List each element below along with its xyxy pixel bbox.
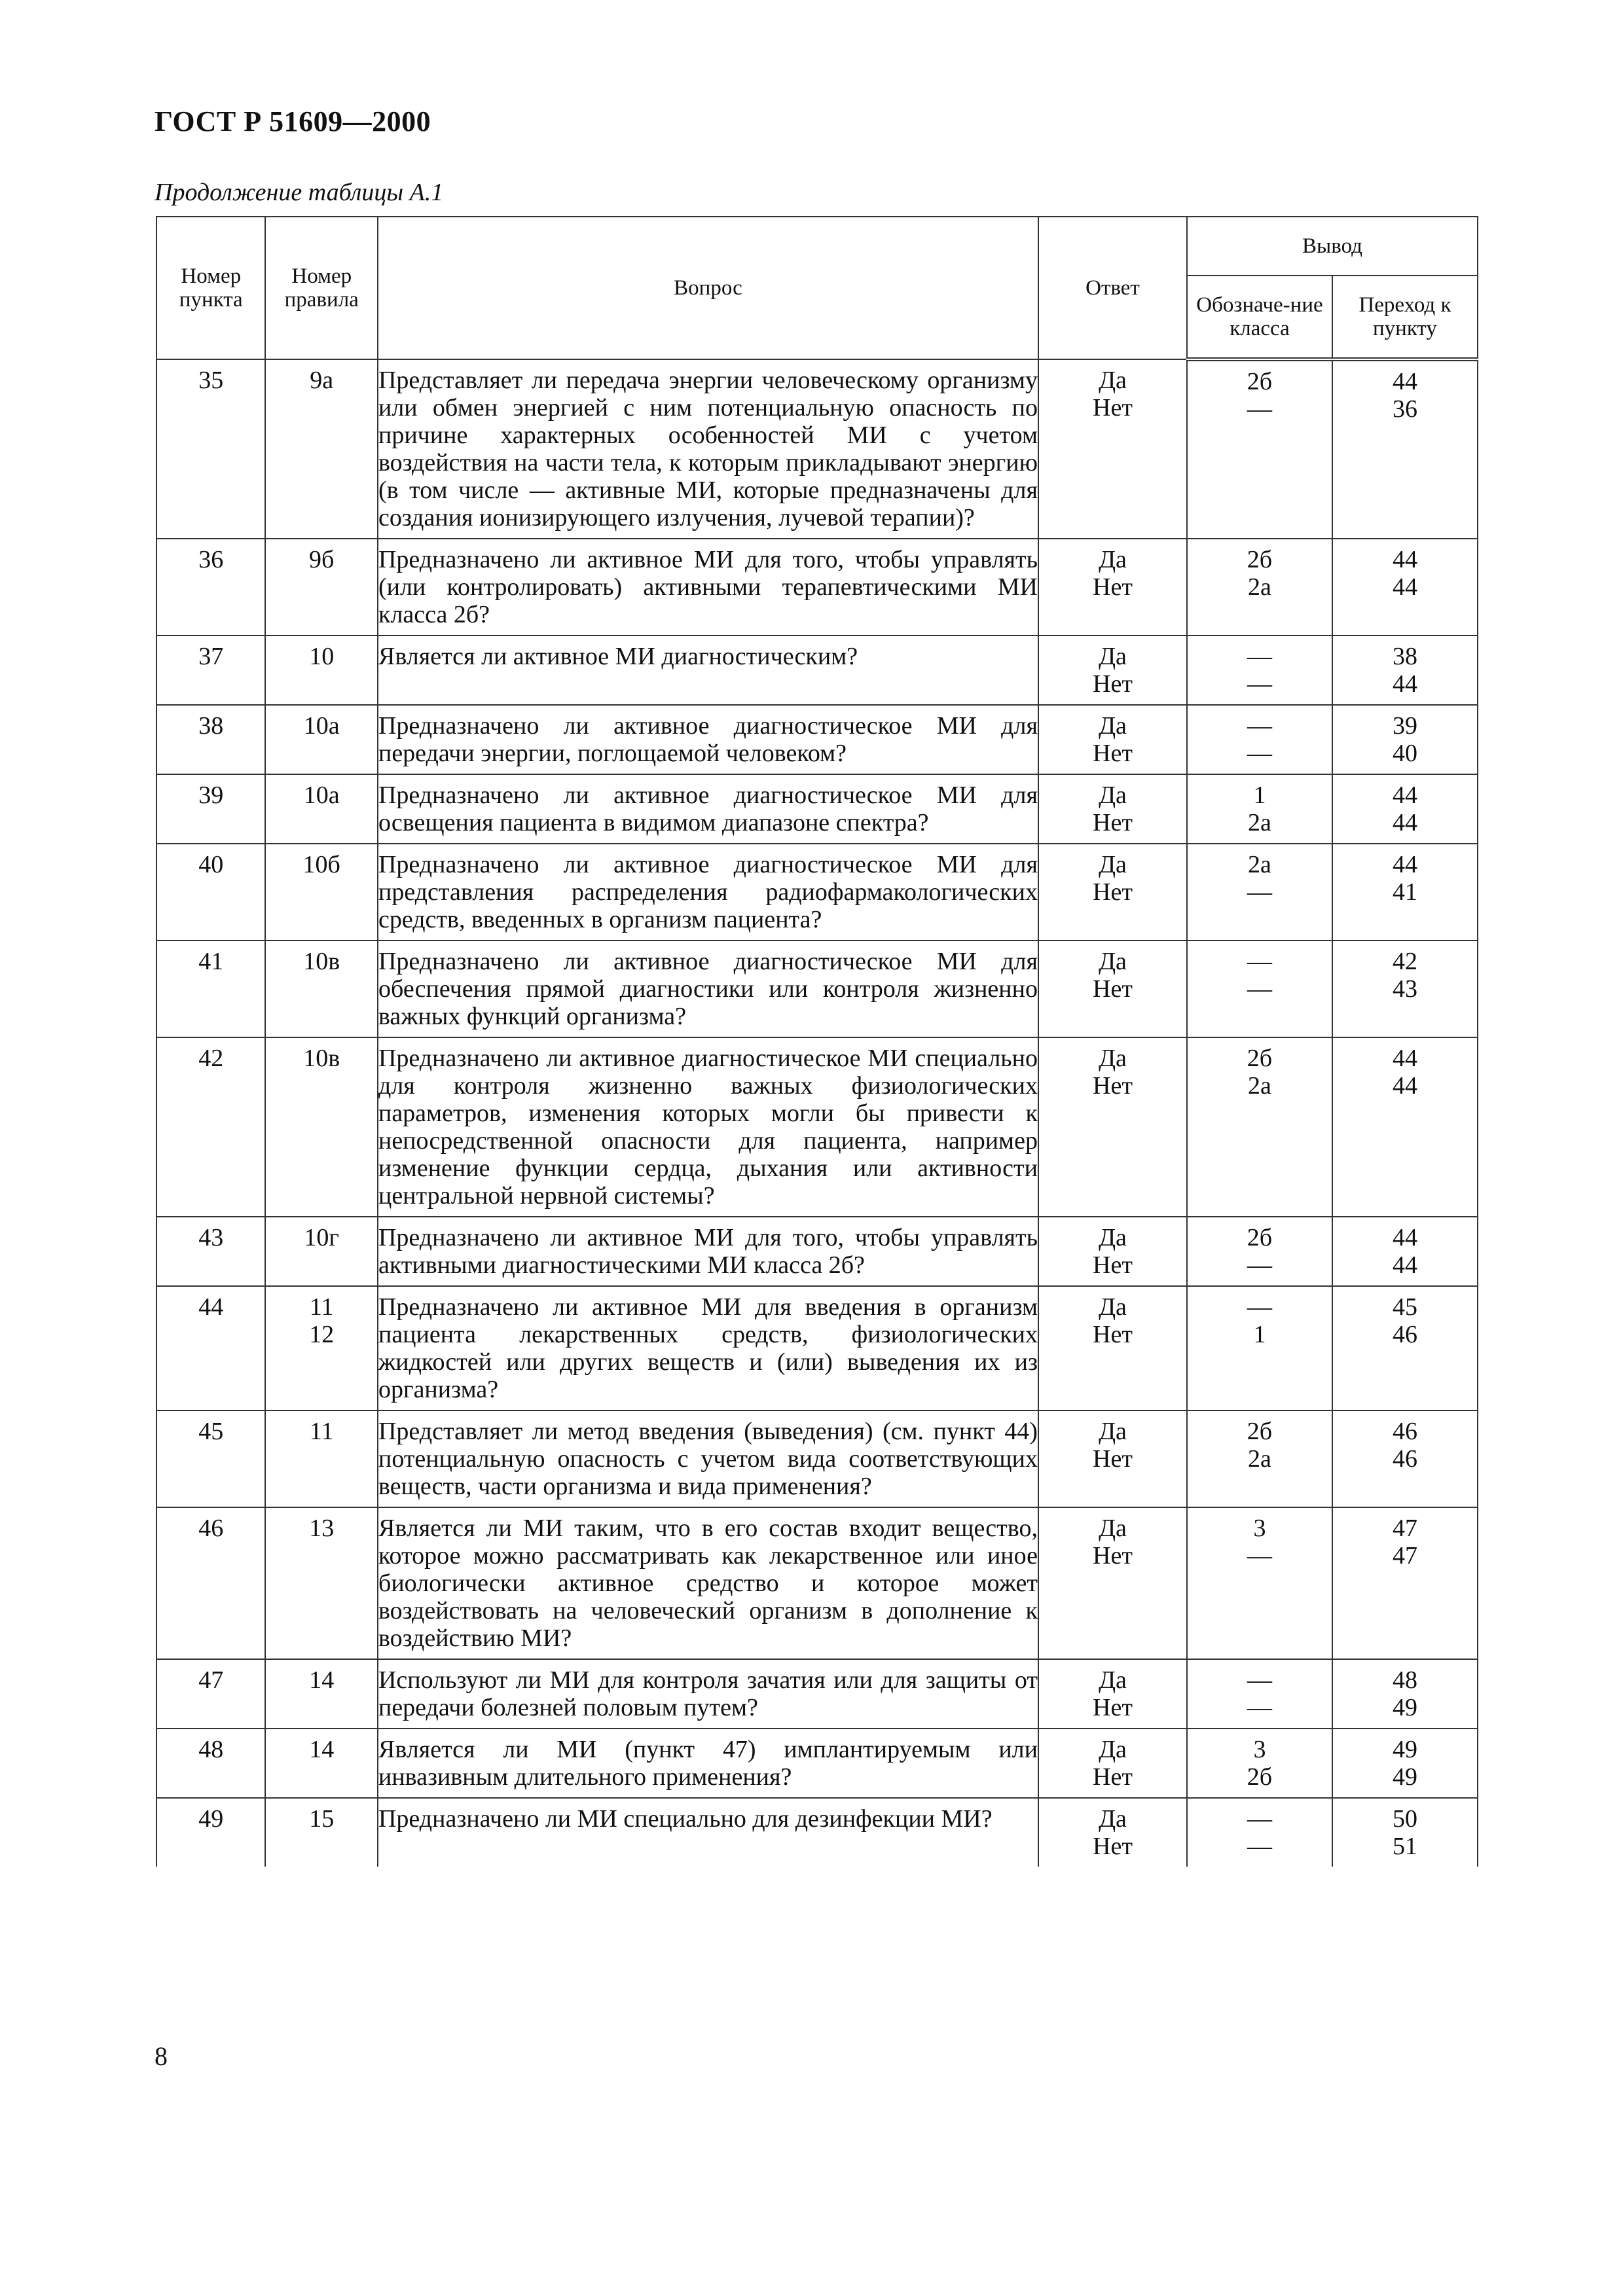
answer-option: Да (1099, 1736, 1127, 1763)
rule-number: 14 (309, 1736, 335, 1763)
answer-option: Нет (1093, 740, 1133, 767)
goto-cell (1332, 705, 1478, 774)
goto-cell (1332, 1037, 1478, 1217)
class-cell (1187, 774, 1332, 844)
goto-value: 43 (1392, 975, 1417, 1003)
class-value: 2б (1247, 1224, 1273, 1251)
table-row (156, 1729, 1478, 1798)
question-cell: Является ли МИ (пункт 47) имплантируемым или инвазивным длительного применения? (378, 1729, 1038, 1798)
class-cell (1187, 1286, 1332, 1410)
item-number-cell: 46 (156, 1507, 265, 1659)
answer-cell (1038, 774, 1187, 844)
answer-option: Нет (1093, 394, 1133, 422)
table-row (156, 636, 1478, 705)
question-cell: Предназначено ли активное диагностическое МИ для обеспечения прямой диагностики или контроля жизненно важных функций организма? (378, 941, 1038, 1037)
header-conclusion: Вывод (1187, 217, 1478, 276)
goto-value: 41 (1392, 878, 1417, 906)
goto-cell (1332, 1286, 1478, 1410)
answer-option: Нет (1093, 878, 1133, 906)
rule-number: 9б (309, 546, 335, 573)
goto-cell (1332, 1507, 1478, 1659)
class-value: — (1247, 740, 1272, 767)
class-value: 2б (1247, 368, 1273, 395)
goto-value: 45 (1392, 1293, 1417, 1321)
answer-option: Да (1099, 1666, 1127, 1694)
answer-cell (1038, 1659, 1187, 1729)
table-row (156, 1037, 1478, 1217)
class-value: 3 (1253, 1736, 1266, 1763)
rule-number: 14 (309, 1666, 335, 1694)
class-value: 2б (1247, 1763, 1273, 1791)
goto-value: 44 (1392, 851, 1417, 878)
goto-value: 36 (1392, 395, 1417, 423)
item-number-cell: 43 (156, 1217, 265, 1286)
table-body (156, 359, 1478, 1867)
class-value: — (1247, 948, 1272, 975)
class-value: 2а (1248, 1445, 1271, 1473)
answer-option: Нет (1093, 1833, 1133, 1860)
answer-option: Нет (1093, 809, 1133, 836)
question-cell: Предназначено ли активное МИ для того, чтобы управлять активными диагностическими МИ класса 2б? (378, 1217, 1038, 1286)
class-value: — (1247, 975, 1272, 1003)
rule-number: 11 (309, 1418, 334, 1445)
answer-cell (1038, 1286, 1187, 1410)
rule-number-cell (265, 1217, 378, 1286)
answer-option: Нет (1093, 1445, 1133, 1473)
class-cell (1187, 539, 1332, 636)
item-number-cell: 40 (156, 844, 265, 941)
class-value: — (1247, 643, 1272, 670)
class-value: — (1247, 1542, 1272, 1570)
answer-option: Нет (1093, 573, 1133, 601)
table-row (156, 1659, 1478, 1729)
goto-value: 49 (1392, 1763, 1417, 1791)
question-cell: Предназначено ли МИ специально для дезинфекции МИ? (378, 1798, 1038, 1867)
goto-value: 44 (1392, 573, 1417, 601)
goto-cell (1332, 1729, 1478, 1798)
answer-cell (1038, 1507, 1187, 1659)
rule-number: 10 (309, 643, 335, 670)
item-number-cell: 45 (156, 1410, 265, 1507)
rule-number-cell (265, 1729, 378, 1798)
goto-cell (1332, 1659, 1478, 1729)
table-row (156, 1286, 1478, 1410)
item-number-cell: 49 (156, 1798, 265, 1867)
table-caption: Продолжение таблицы А.1 (155, 179, 444, 206)
document-header: ГОСТ Р 51609—2000 (155, 105, 431, 137)
rule-number: 10а (303, 712, 340, 740)
answer-option: Да (1099, 367, 1127, 394)
question-cell: Предназначено ли активное диагностическое МИ для передачи энергии, поглощаемой человеком? (378, 705, 1038, 774)
header-item-number: Номер пункта (156, 217, 265, 359)
class-value: 2б (1247, 546, 1273, 573)
goto-value: 46 (1392, 1321, 1417, 1348)
answer-cell (1038, 1037, 1187, 1217)
classification-table (156, 216, 1478, 1867)
class-cell (1187, 1729, 1332, 1798)
class-value: — (1247, 1666, 1272, 1694)
answer-option: Нет (1093, 1072, 1133, 1100)
goto-cell (1332, 1410, 1478, 1507)
class-value: 3 (1253, 1515, 1266, 1542)
goto-value: 46 (1392, 1445, 1417, 1473)
rule-number-cell (265, 1798, 378, 1867)
answer-cell (1038, 844, 1187, 941)
answer-cell (1038, 359, 1187, 539)
answer-option: Нет (1093, 975, 1133, 1003)
goto-value: 44 (1392, 670, 1417, 698)
goto-value: 49 (1392, 1694, 1417, 1721)
class-cell (1187, 941, 1332, 1037)
class-value: — (1247, 712, 1272, 740)
goto-value: 44 (1392, 781, 1417, 809)
class-value: 2а (1248, 809, 1271, 836)
item-number-cell: 42 (156, 1037, 265, 1217)
answer-option: Да (1099, 712, 1127, 740)
class-value: 2а (1248, 851, 1271, 878)
rule-number-cell (265, 1286, 378, 1410)
goto-cell (1332, 941, 1478, 1037)
answer-option: Да (1099, 1045, 1127, 1072)
class-value: 1 (1253, 1321, 1266, 1348)
answer-option: Да (1099, 1515, 1127, 1542)
answer-option: Нет (1093, 670, 1133, 698)
goto-value: 44 (1392, 546, 1417, 573)
question-cell: Предназначено ли активное МИ для того, чтобы управлять (или контролировать) активными терапевтическими МИ класса 2б? (378, 539, 1038, 636)
rule-number-cell (265, 1659, 378, 1729)
question-cell: Предназначено ли активное диагностическое МИ для освещения пациента в видимом диапазоне спектра? (378, 774, 1038, 844)
rule-number-cell (265, 705, 378, 774)
answer-option: Да (1099, 1224, 1127, 1251)
class-cell (1187, 636, 1332, 705)
header-class-label: Обозначе-ние класса (1187, 276, 1332, 359)
answer-option: Да (1099, 546, 1127, 573)
table-row (156, 774, 1478, 844)
goto-value: 50 (1392, 1805, 1417, 1833)
item-number-cell: 48 (156, 1729, 265, 1798)
class-cell (1187, 1217, 1332, 1286)
rule-number-cell (265, 359, 378, 539)
header-answer: Ответ (1038, 217, 1187, 359)
header-goto-item: Переход к пункту (1332, 276, 1478, 359)
answer-option: Нет (1093, 1321, 1133, 1348)
goto-cell (1332, 774, 1478, 844)
class-value: 2а (1248, 1072, 1271, 1100)
rule-number: 9а (310, 367, 334, 394)
question-cell: Используют ли МИ для контроля зачатия или для защиты от передачи болезней половым путем? (378, 1659, 1038, 1729)
table-row (156, 1798, 1478, 1867)
class-cell (1187, 1410, 1332, 1507)
goto-value: 44 (1392, 1045, 1417, 1072)
table-row (156, 539, 1478, 636)
goto-value: 51 (1392, 1833, 1417, 1860)
class-cell (1187, 1037, 1332, 1217)
answer-option: Да (1099, 1293, 1127, 1321)
item-number-cell: 35 (156, 359, 265, 539)
item-number-cell: 36 (156, 539, 265, 636)
class-value: 2б (1247, 1045, 1273, 1072)
rule-number: 10в (303, 1045, 340, 1072)
table-row (156, 941, 1478, 1037)
rule-number-cell (265, 941, 378, 1037)
answer-cell (1038, 1798, 1187, 1867)
class-value: — (1247, 1293, 1272, 1321)
goto-value: 39 (1392, 712, 1417, 740)
class-cell (1187, 844, 1332, 941)
rule-number-cell (265, 636, 378, 705)
goto-value: 44 (1392, 368, 1417, 395)
table-row (156, 1507, 1478, 1659)
table-row (156, 1410, 1478, 1507)
table-row (156, 1217, 1478, 1286)
answer-option: Да (1099, 1418, 1127, 1445)
answer-option: Нет (1093, 1694, 1133, 1721)
answer-cell (1038, 941, 1187, 1037)
question-cell: Представляет ли метод введения (выведения) (см. пункт 44) потенциальную опасность с учетом вида соответствующих веществ, части организма и вида применения? (378, 1410, 1038, 1507)
class-value: 1 (1253, 781, 1266, 809)
question-cell: Предназначено ли активное диагностическое МИ специально для контроля жизненно важных физиологических параметров, изменения которых могли бы привести к непосредственной опасности для пациента, например изменение функции сердца, дыхания или активности центральной нервной системы? (378, 1037, 1038, 1217)
rule-number-cell (265, 774, 378, 844)
answer-cell (1038, 1217, 1187, 1286)
rule-number-cell (265, 1410, 378, 1507)
class-cell (1187, 1659, 1332, 1729)
class-cell (1187, 359, 1332, 539)
rule-number: 12 (309, 1321, 335, 1348)
page-number: 8 (155, 2041, 168, 2071)
class-cell (1187, 1507, 1332, 1659)
header-rule-number: Номер правила (265, 217, 378, 359)
class-value: — (1247, 1833, 1272, 1860)
goto-value: 44 (1392, 809, 1417, 836)
answer-option: Нет (1093, 1251, 1133, 1279)
class-value: — (1247, 1694, 1272, 1721)
goto-value: 44 (1392, 1224, 1417, 1251)
answer-option: Да (1099, 948, 1127, 975)
rule-number-cell (265, 1507, 378, 1659)
goto-value: 47 (1392, 1542, 1417, 1570)
rule-number-cell (265, 539, 378, 636)
answer-option: Нет (1093, 1542, 1133, 1570)
item-number-cell: 39 (156, 774, 265, 844)
goto-cell (1332, 1217, 1478, 1286)
answer-option: Да (1099, 1805, 1127, 1833)
class-value: 2б (1247, 1418, 1273, 1445)
class-cell (1187, 705, 1332, 774)
answer-option: Да (1099, 781, 1127, 809)
rule-number: 10а (303, 781, 340, 809)
goto-value: 38 (1392, 643, 1417, 670)
class-value: 2а (1248, 573, 1271, 601)
goto-value: 48 (1392, 1666, 1417, 1694)
answer-cell (1038, 1729, 1187, 1798)
question-cell: Является ли МИ таким, что в его состав входит вещество, которое можно рассматривать как лекарственное или иное биологически активное средство и которое может воздействовать на человеческий организм в дополнение к воздействию МИ? (378, 1507, 1038, 1659)
table-row (156, 844, 1478, 941)
class-value: — (1247, 395, 1272, 423)
class-cell (1187, 1798, 1332, 1867)
answer-cell (1038, 636, 1187, 705)
question-cell: Является ли активное МИ диагностическим? (378, 636, 1038, 705)
rule-number: 10в (303, 948, 340, 975)
answer-cell (1038, 1410, 1187, 1507)
goto-value: 44 (1392, 1072, 1417, 1100)
item-number-cell: 47 (156, 1659, 265, 1729)
header-question: Вопрос (378, 217, 1038, 359)
goto-cell (1332, 1798, 1478, 1867)
rule-number: 10г (304, 1224, 340, 1251)
rule-number: 15 (309, 1805, 335, 1833)
question-cell: Предназначено ли активное МИ для введения в организм пациента лекарственных средств, физиологических жидкостей или других веществ и (или) выведения их из организма? (378, 1286, 1038, 1410)
rule-number: 13 (309, 1515, 335, 1542)
class-value: — (1247, 1251, 1272, 1279)
goto-cell (1332, 844, 1478, 941)
goto-value: 42 (1392, 948, 1417, 975)
goto-value: 44 (1392, 1251, 1417, 1279)
question-cell: Предназначено ли активное диагностическое МИ для представления распределения радиофармакологических средств, введенных в организм пациента? (378, 844, 1038, 941)
rule-number: 10б (302, 851, 340, 878)
rule-number: 11 (309, 1293, 334, 1321)
rule-number-cell (265, 844, 378, 941)
goto-cell (1332, 539, 1478, 636)
goto-cell (1332, 636, 1478, 705)
item-number-cell: 38 (156, 705, 265, 774)
item-number-cell: 44 (156, 1286, 265, 1410)
item-number-cell: 37 (156, 636, 265, 705)
goto-value: 49 (1392, 1736, 1417, 1763)
class-value: — (1247, 670, 1272, 698)
class-value: — (1247, 878, 1272, 906)
rule-number-cell (265, 1037, 378, 1217)
table-row (156, 359, 1478, 539)
answer-cell (1038, 705, 1187, 774)
table-row (156, 705, 1478, 774)
answer-cell (1038, 539, 1187, 636)
class-value: — (1247, 1805, 1272, 1833)
goto-value: 40 (1392, 740, 1417, 767)
goto-value: 46 (1392, 1418, 1417, 1445)
answer-option: Да (1099, 643, 1127, 670)
answer-option: Нет (1093, 1763, 1133, 1791)
goto-cell (1332, 359, 1478, 539)
question-cell: Представляет ли передача энергии человеческому организму или обмен энергией с ним потенциальную опасность по причине характерных особенностей МИ с учетом воздействия на части тела, к которым прикладывают энергию (в том числе — активные МИ, которые предназначены для создания ионизирующего излучения, лучевой терапии)? (378, 359, 1038, 539)
answer-option: Да (1099, 851, 1127, 878)
goto-value: 47 (1392, 1515, 1417, 1542)
item-number-cell: 41 (156, 941, 265, 1037)
